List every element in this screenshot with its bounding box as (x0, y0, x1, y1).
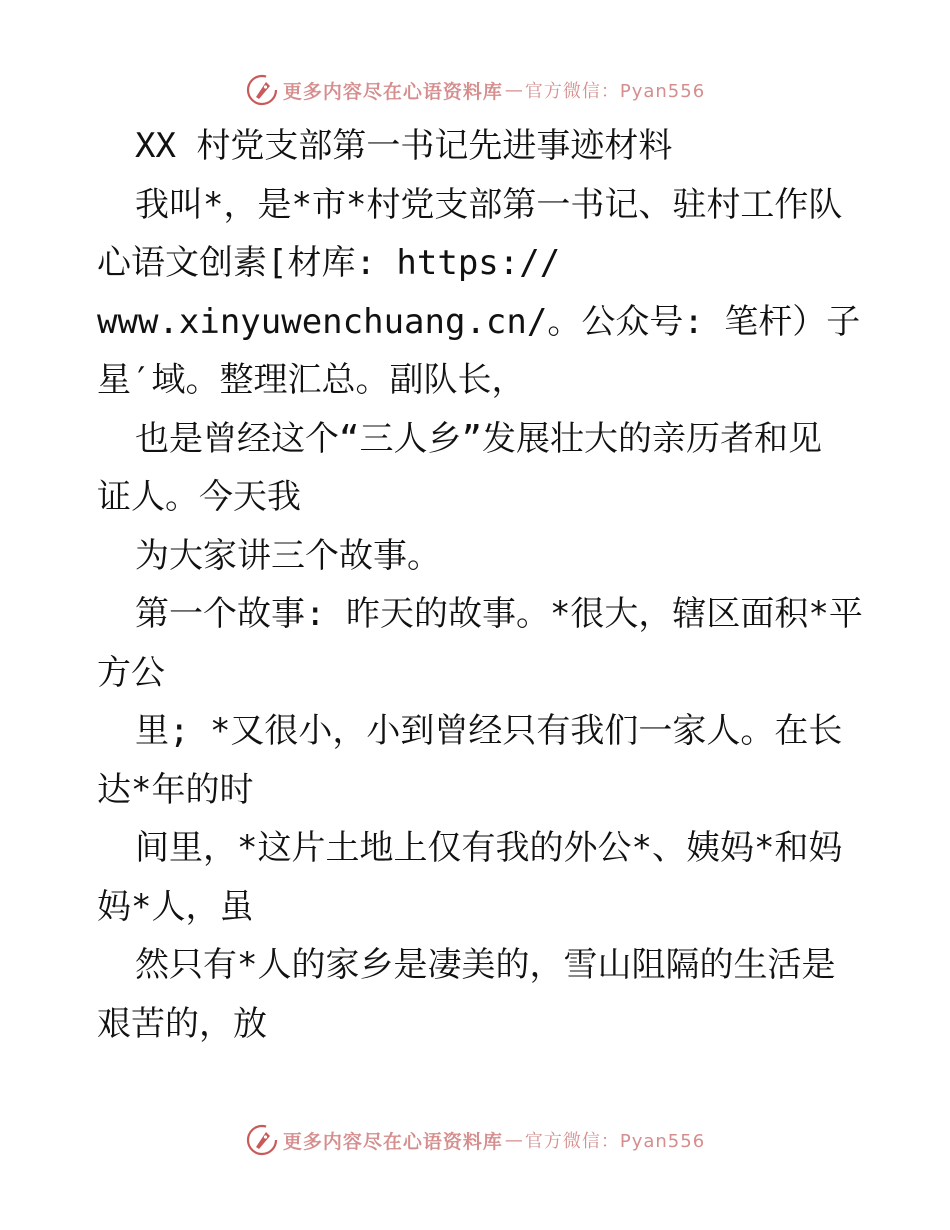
text-line: 里; *又很小，小到曾经只有我们一家人。在长 (135, 711, 843, 751)
watermark-separator: — (504, 79, 523, 101)
text-line: 然只有*人的家乡是凄美的，雪山阻隔的生活是 (135, 945, 836, 985)
text-line: 我叫*，是*市*村党支部第一书记、驻村工作队 (135, 184, 843, 225)
footer-watermark (0, 1120, 950, 1160)
text-line: 方公 (97, 652, 165, 693)
text-line: 间里，*这片土地上仅有我的外公*、姨妈*和妈 (135, 828, 843, 868)
pen-nib-logo-icon (245, 73, 279, 107)
text-line: 心语文创素[材库: https:// (97, 243, 561, 283)
text-line: 艰苦的，放 (97, 1003, 267, 1044)
text-line: 达*年的时 (97, 769, 254, 810)
text-line: 第一个故事: 昨天的故事。*很大，辖区面积*平 (135, 594, 863, 634)
watermark-text: 更多内容尽在心语资料库 (282, 80, 503, 103)
text-line: 也是曾经这个“三人乡”发展壮大的亲历者和见 (135, 418, 822, 459)
header-watermark (0, 70, 950, 110)
watermark-wechat: 官方微信：Pyan556 (524, 1131, 706, 1152)
text-line: 星′域。整理汇总。副队长， (97, 360, 526, 400)
watermark-wechat: 官方微信：Pyan556 (524, 81, 706, 102)
pen-nib-logo-icon (245, 1123, 279, 1157)
watermark-separator: — (504, 1129, 523, 1151)
document-body (97, 117, 897, 1053)
text-line: 为大家讲三个故事。 (135, 535, 441, 576)
document-title: XX 村党支部第一书记先进事迹材料 (135, 126, 673, 166)
text-line: www.xinyuwenchuang.cn/。公众号: 笔杆）子 (97, 301, 861, 342)
text-line: 证人。今天我 (97, 477, 301, 517)
text-line: 妈*人，虽 (97, 886, 254, 927)
watermark-text: 更多内容尽在心语资料库 (282, 1130, 503, 1153)
